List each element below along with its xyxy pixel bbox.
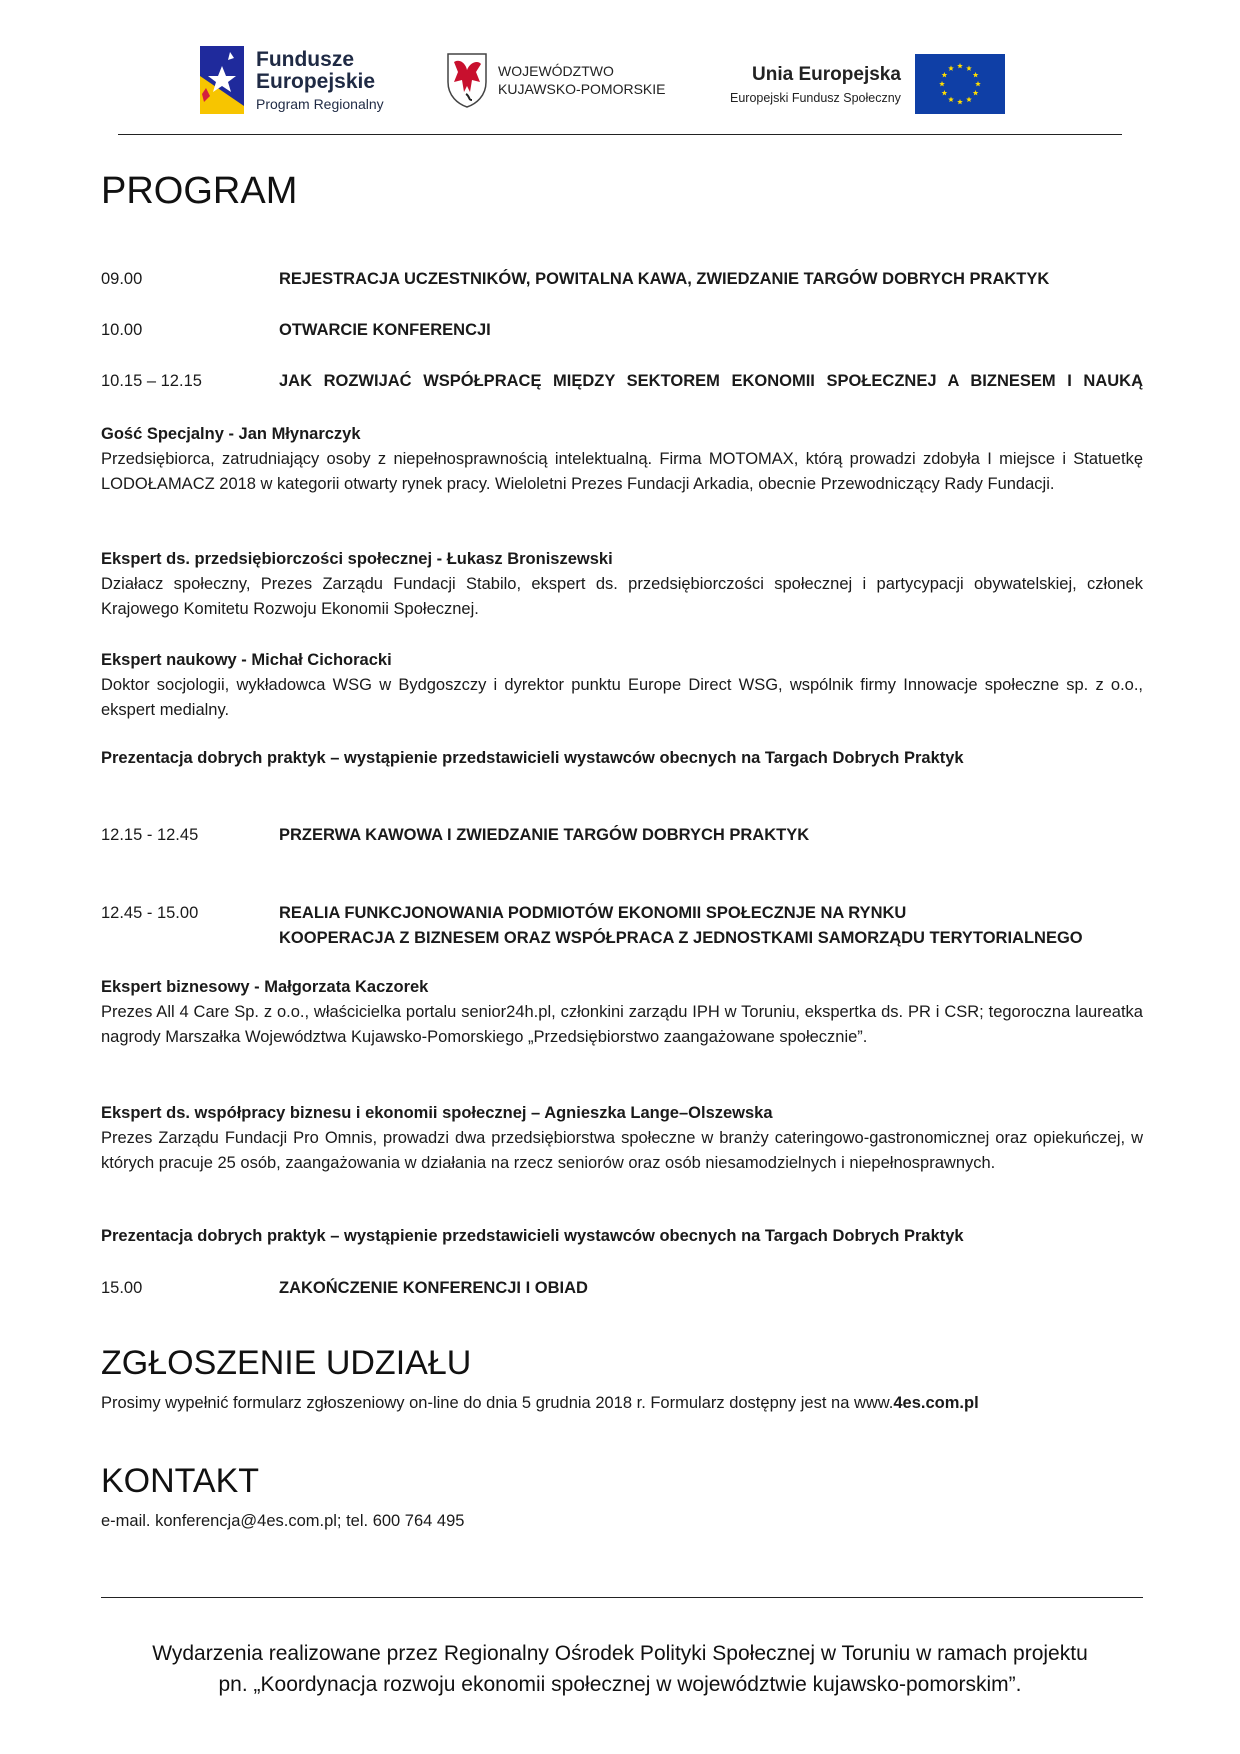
schedule-title: KOOPERACJA Z BIZNESEM ORAZ WSPÓŁPRACA Z JEDNOSTKAMI SAMORZĄDU TERYTORIALNEGO [279, 929, 1083, 947]
ue-line2: Europejski Fundusz Społeczny [730, 90, 901, 105]
schedule-title: REALIA FUNKCJONOWANIA PODMIOTÓW EKONOMII SPOŁECZNJE NA RYNKU [279, 904, 907, 922]
speaker-block [101, 422, 1143, 497]
speaker-block [101, 547, 1143, 622]
woj-logo [446, 52, 666, 108]
speaker-block [101, 648, 1143, 723]
speaker-name: Ekspert ds. przedsiębiorczości społecznej - Łukasz Broniszewski [101, 550, 613, 568]
registration-link[interactable]: 4es.com.pl [893, 1394, 979, 1412]
fe-line1: Fundusze [256, 47, 354, 71]
speaker-block [101, 1101, 1143, 1176]
schedule-time: 10.15 – 12.15 [101, 372, 202, 390]
crest-icon [446, 52, 488, 108]
footer-line2: pn. „Koordynacja rozwoju ekonomii społecznej w województwie kujawsko-pomorskim”. [218, 1673, 1022, 1696]
header-divider [118, 134, 1122, 135]
ue-logo [730, 54, 1005, 114]
schedule-title: REJESTRACJA UCZESTNIKÓW, POWITALNA KAWA, ZWIEDZANIE TARGÓW DOBRYCH PRAKTYK [279, 270, 1050, 288]
fe-line2: Europejskie [256, 69, 376, 93]
ue-logo-text [730, 64, 901, 105]
footer [0, 1638, 1240, 1700]
footer-divider [101, 1597, 1143, 1598]
fe-logo-text [256, 49, 384, 112]
woj-logo-text [498, 62, 666, 98]
footer-line1: Wydarzenia realizowane przez Regionalny Ośrodek Polityki Społecznej w Toruniu w ramach projektu [152, 1642, 1088, 1665]
presentation-note: Prezentacja dobrych praktyk – wystąpienie przedstawicieli wystawców obecnych na Targach Dobrych Praktyk [101, 1227, 964, 1245]
schedule-title: PRZERWA KAWOWA I ZWIEDZANIE TARGÓW DOBRYCH PRAKTYK [279, 826, 810, 844]
speaker-description: Działacz społeczny, Prezes Zarządu Fundacji Stabilo, ekspert ds. przedsiębiorczości społecznej i partycypacji obywatelskiej, członek Krajowego Komitetu Rozwoju Ekonomii Społecznej. [101, 575, 1143, 618]
woj-line1: WOJEWÓDZTWO [498, 63, 614, 79]
speaker-name: Ekspert ds. współpracy biznesu i ekonomii społecznej – Agnieszka Lange–Olszewska [101, 1104, 773, 1122]
speaker-description: Doktor socjologii, wykładowca WSG w Bydgoszczy i dyrektor punktu Europe Direct WSG, wspólnik firmy Innowacje społeczne sp. z o.o., ekspert medialny. [101, 676, 1143, 719]
schedule-title: ZAKOŃCZENIE KONFERENCJI I OBIAD [279, 1279, 588, 1297]
ue-line1: Unia Europejska [752, 63, 901, 85]
speaker-description: Prezes Zarządu Fundacji Pro Omnis, prowadzi dwa przedsiębiorstwa społeczne w branży cateringowo-gastronomicznej oraz opiekuńczej, w których pracuje 25 osób, zaangażowania w działania na rzecz seniorów oraz osób niesamodzielnych i niepełnosprawnych. [101, 1129, 1143, 1172]
schedule-time: 12.45 - 15.00 [101, 904, 199, 922]
speaker-name: Gość Specjalny - Jan Młynarczyk [101, 425, 361, 443]
schedule-time: 12.15 - 12.45 [101, 826, 199, 844]
fe-flag-icon [200, 46, 244, 114]
program-heading: PROGRAM [101, 170, 298, 212]
registration-text [101, 1394, 979, 1413]
speaker-description: Przedsiębiorca, zatrudniający osoby z niepełnosprawnością intelektualną. Firma MOTOMAX, którą prowadzi zdobyła I miejsce i Statuetkę LODOŁAMACZ 2018 w kategorii otwarty rynek pracy. Wieloletni Prezes Fundacji Arkadia, obecnie Przewodniczący Rady Fundacji. [101, 450, 1143, 493]
header-logos [0, 40, 1240, 130]
contact-heading: KONTAKT [101, 1462, 260, 1500]
schedule-title: OTWARCIE KONFERENCJI [279, 321, 491, 339]
schedule-title: JAK ROZWIJAĆ WSPÓŁPRACĘ MIĘDZY SEKTOREM EKONOMII SPOŁECZNEJ A BIZNESEM I NAUKĄ [279, 372, 1143, 390]
schedule-time: 09.00 [101, 270, 143, 288]
eu-flag-icon [915, 54, 1005, 114]
registration-heading: ZGŁOSZENIE UDZIAŁU [101, 1344, 472, 1382]
schedule-time: 15.00 [101, 1279, 143, 1297]
presentation-note: Prezentacja dobrych praktyk – wystąpienie przedstawicieli wystawców obecnych na Targach Dobrych Praktyk [101, 749, 964, 767]
fe-line3: Program Regionalny [256, 95, 384, 112]
fe-logo [200, 46, 384, 114]
speaker-name: Ekspert biznesowy - Małgorzata Kaczorek [101, 978, 429, 996]
speaker-name: Ekspert naukowy - Michał Cichoracki [101, 651, 392, 669]
contact-text: e-mail. konferencja@4es.com.pl; tel. 600 764 495 [101, 1512, 465, 1530]
registration-sentence: Prosimy wypełnić formularz zgłoszeniowy on-line do dnia 5 grudnia 2018 r. Formularz dostępny jest na www. [101, 1394, 894, 1412]
speaker-block [101, 975, 1143, 1050]
woj-line2: KUJAWSKO-POMORSKIE [498, 81, 666, 97]
speaker-description: Prezes All 4 Care Sp. z o.o., właścicielka portalu senior24h.pl, członkini zarządu IPH w Toruniu, ekspertka ds. PR i CSR; tegoroczna laureatka nagrody Marszałka Województwa Kujawsko-Pomorskiego „Przedsiębiorstwo zaangażowane społecznie”. [101, 1003, 1143, 1046]
schedule-time: 10.00 [101, 321, 143, 339]
